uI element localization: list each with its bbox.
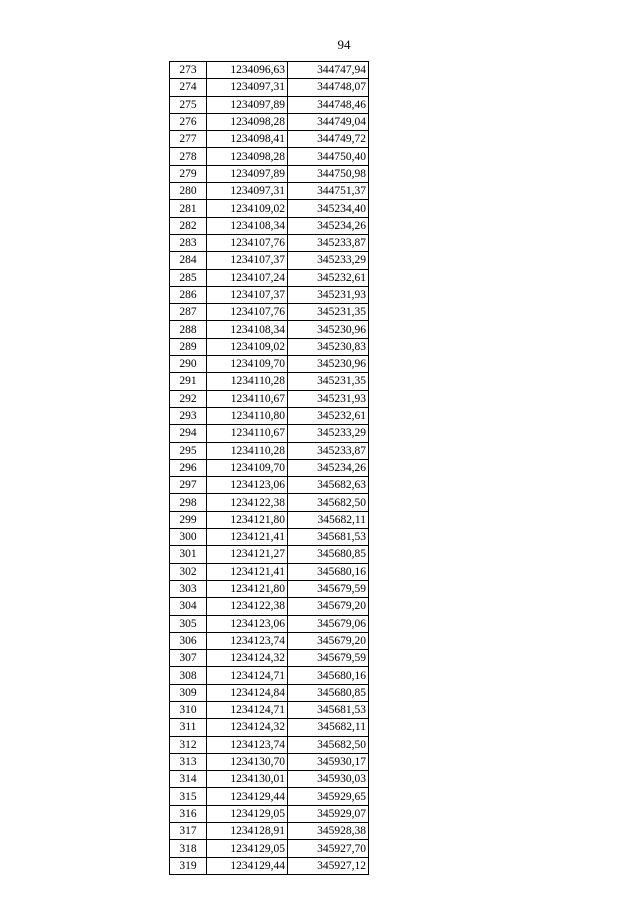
x-coordinate-cell: 1234110,80 <box>207 407 288 424</box>
point-number-cell: 290 <box>170 356 207 373</box>
x-coordinate-cell: 1234124,32 <box>207 650 288 667</box>
point-number-cell: 312 <box>170 736 207 753</box>
table-row <box>170 529 369 546</box>
y-coordinate-cell: 345231,35 <box>288 373 369 390</box>
y-coordinate-cell: 345682,63 <box>288 477 369 494</box>
x-coordinate-cell: 1234098,41 <box>207 131 288 148</box>
point-number-cell: 313 <box>170 753 207 770</box>
table-row <box>170 667 369 684</box>
y-coordinate-cell: 345233,29 <box>288 425 369 442</box>
table-row <box>170 304 369 321</box>
y-coordinate-cell: 345234,40 <box>288 200 369 217</box>
table-row <box>170 494 369 511</box>
table-row <box>170 62 369 79</box>
x-coordinate-cell: 1234130,01 <box>207 771 288 788</box>
y-coordinate-cell: 345231,93 <box>288 390 369 407</box>
y-coordinate-cell: 345927,12 <box>288 857 369 874</box>
y-coordinate-cell: 345233,87 <box>288 442 369 459</box>
point-number-cell: 305 <box>170 615 207 632</box>
y-coordinate-cell: 345233,87 <box>288 234 369 251</box>
x-coordinate-cell: 1234124,84 <box>207 684 288 701</box>
x-coordinate-cell: 1234124,71 <box>207 667 288 684</box>
table-row <box>170 390 369 407</box>
point-number-cell: 284 <box>170 252 207 269</box>
table-row <box>170 165 369 182</box>
x-coordinate-cell: 1234129,44 <box>207 857 288 874</box>
point-number-cell: 282 <box>170 217 207 234</box>
y-coordinate-cell: 345680,16 <box>288 563 369 580</box>
y-coordinate-cell: 344750,40 <box>288 148 369 165</box>
table-row <box>170 148 369 165</box>
table-row <box>170 650 369 667</box>
table-row <box>170 373 369 390</box>
y-coordinate-cell: 345681,53 <box>288 701 369 718</box>
y-coordinate-cell: 345681,53 <box>288 529 369 546</box>
table-row <box>170 805 369 822</box>
y-coordinate-cell: 345233,29 <box>288 252 369 269</box>
y-coordinate-cell: 344751,37 <box>288 183 369 200</box>
point-number-cell: 318 <box>170 840 207 857</box>
y-coordinate-cell: 344748,46 <box>288 96 369 113</box>
x-coordinate-cell: 1234110,67 <box>207 425 288 442</box>
table-row <box>170 407 369 424</box>
x-coordinate-cell: 1234121,41 <box>207 529 288 546</box>
point-number-cell: 292 <box>170 390 207 407</box>
x-coordinate-cell: 1234129,44 <box>207 788 288 805</box>
x-coordinate-cell: 1234121,80 <box>207 580 288 597</box>
x-coordinate-cell: 1234096,63 <box>207 62 288 79</box>
table-row <box>170 356 369 373</box>
point-number-cell: 297 <box>170 477 207 494</box>
point-number-cell: 286 <box>170 286 207 303</box>
x-coordinate-cell: 1234110,28 <box>207 373 288 390</box>
point-number-cell: 299 <box>170 511 207 528</box>
point-number-cell: 281 <box>170 200 207 217</box>
table-row <box>170 131 369 148</box>
table-row <box>170 823 369 840</box>
table-row <box>170 459 369 476</box>
point-number-cell: 314 <box>170 771 207 788</box>
x-coordinate-cell: 1234109,02 <box>207 200 288 217</box>
x-coordinate-cell: 1234121,27 <box>207 546 288 563</box>
table-row <box>170 736 369 753</box>
y-coordinate-cell: 345928,38 <box>288 823 369 840</box>
point-number-cell: 274 <box>170 79 207 96</box>
x-coordinate-cell: 1234123,06 <box>207 477 288 494</box>
x-coordinate-cell: 1234107,37 <box>207 252 288 269</box>
table-row <box>170 442 369 459</box>
y-coordinate-cell: 345234,26 <box>288 217 369 234</box>
point-number-cell: 283 <box>170 234 207 251</box>
table-row <box>170 183 369 200</box>
x-coordinate-cell: 1234130,70 <box>207 753 288 770</box>
point-number-cell: 302 <box>170 563 207 580</box>
y-coordinate-cell: 345231,35 <box>288 304 369 321</box>
x-coordinate-cell: 1234123,74 <box>207 736 288 753</box>
y-coordinate-cell: 345679,06 <box>288 615 369 632</box>
table-row <box>170 684 369 701</box>
x-coordinate-cell: 1234107,76 <box>207 304 288 321</box>
point-number-cell: 291 <box>170 373 207 390</box>
table-row <box>170 632 369 649</box>
table-row <box>170 719 369 736</box>
point-number-cell: 300 <box>170 529 207 546</box>
x-coordinate-cell: 1234108,34 <box>207 217 288 234</box>
y-coordinate-cell: 345231,93 <box>288 286 369 303</box>
point-number-cell: 306 <box>170 632 207 649</box>
point-number-cell: 279 <box>170 165 207 182</box>
y-coordinate-cell: 345682,50 <box>288 494 369 511</box>
table-row <box>170 252 369 269</box>
point-number-cell: 288 <box>170 321 207 338</box>
point-number-cell: 315 <box>170 788 207 805</box>
point-number-cell: 289 <box>170 338 207 355</box>
x-coordinate-cell: 1234098,28 <box>207 113 288 130</box>
x-coordinate-cell: 1234097,31 <box>207 183 288 200</box>
y-coordinate-cell: 345230,96 <box>288 356 369 373</box>
table-row <box>170 477 369 494</box>
point-number-cell: 276 <box>170 113 207 130</box>
x-coordinate-cell: 1234123,74 <box>207 632 288 649</box>
table-row <box>170 857 369 874</box>
table-row <box>170 563 369 580</box>
point-number-cell: 301 <box>170 546 207 563</box>
table-row <box>170 96 369 113</box>
y-coordinate-cell: 344750,98 <box>288 165 369 182</box>
point-number-cell: 316 <box>170 805 207 822</box>
point-number-cell: 303 <box>170 580 207 597</box>
y-coordinate-cell: 345927,70 <box>288 840 369 857</box>
y-coordinate-cell: 345682,50 <box>288 736 369 753</box>
x-coordinate-cell: 1234129,05 <box>207 840 288 857</box>
y-coordinate-cell: 345680,16 <box>288 667 369 684</box>
x-coordinate-cell: 1234098,28 <box>207 148 288 165</box>
x-coordinate-cell: 1234108,34 <box>207 321 288 338</box>
point-number-cell: 280 <box>170 183 207 200</box>
table-row <box>170 200 369 217</box>
table-row <box>170 113 369 130</box>
x-coordinate-cell: 1234097,89 <box>207 96 288 113</box>
x-coordinate-cell: 1234097,89 <box>207 165 288 182</box>
table-row <box>170 338 369 355</box>
y-coordinate-cell: 345679,20 <box>288 598 369 615</box>
page-number: 94 <box>337 37 351 52</box>
table-row <box>170 580 369 597</box>
point-number-cell: 319 <box>170 857 207 874</box>
y-coordinate-cell: 344748,07 <box>288 79 369 96</box>
table-row <box>170 79 369 96</box>
x-coordinate-cell: 1234123,06 <box>207 615 288 632</box>
coordinates-table-body <box>170 62 369 875</box>
table-row <box>170 598 369 615</box>
y-coordinate-cell: 345929,65 <box>288 788 369 805</box>
table-row <box>170 234 369 251</box>
y-coordinate-cell: 345230,96 <box>288 321 369 338</box>
x-coordinate-cell: 1234124,32 <box>207 719 288 736</box>
x-coordinate-cell: 1234110,67 <box>207 390 288 407</box>
table-row <box>170 701 369 718</box>
y-coordinate-cell: 345232,61 <box>288 407 369 424</box>
y-coordinate-cell: 345680,85 <box>288 546 369 563</box>
y-coordinate-cell: 345232,61 <box>288 269 369 286</box>
point-number-cell: 304 <box>170 598 207 615</box>
table-row <box>170 511 369 528</box>
table-row <box>170 269 369 286</box>
x-coordinate-cell: 1234109,70 <box>207 356 288 373</box>
x-coordinate-cell: 1234097,31 <box>207 79 288 96</box>
point-number-cell: 294 <box>170 425 207 442</box>
x-coordinate-cell: 1234107,24 <box>207 269 288 286</box>
point-number-cell: 296 <box>170 459 207 476</box>
x-coordinate-cell: 1234107,76 <box>207 234 288 251</box>
point-number-cell: 277 <box>170 131 207 148</box>
point-number-cell: 287 <box>170 304 207 321</box>
y-coordinate-cell: 344749,72 <box>288 131 369 148</box>
point-number-cell: 298 <box>170 494 207 511</box>
x-coordinate-cell: 1234121,41 <box>207 563 288 580</box>
x-coordinate-cell: 1234121,80 <box>207 511 288 528</box>
x-coordinate-cell: 1234109,02 <box>207 338 288 355</box>
point-number-cell: 285 <box>170 269 207 286</box>
point-number-cell: 273 <box>170 62 207 79</box>
y-coordinate-cell: 344747,94 <box>288 62 369 79</box>
x-coordinate-cell: 1234129,05 <box>207 805 288 822</box>
y-coordinate-cell: 345679,20 <box>288 632 369 649</box>
table-row <box>170 286 369 303</box>
point-number-cell: 307 <box>170 650 207 667</box>
y-coordinate-cell: 345682,11 <box>288 719 369 736</box>
x-coordinate-cell: 1234107,37 <box>207 286 288 303</box>
x-coordinate-cell: 1234124,71 <box>207 701 288 718</box>
table-row <box>170 321 369 338</box>
point-number-cell: 278 <box>170 148 207 165</box>
point-number-cell: 317 <box>170 823 207 840</box>
x-coordinate-cell: 1234109,70 <box>207 459 288 476</box>
x-coordinate-cell: 1234110,28 <box>207 442 288 459</box>
y-coordinate-cell: 345234,26 <box>288 459 369 476</box>
table-row <box>170 840 369 857</box>
y-coordinate-cell: 345682,11 <box>288 511 369 528</box>
y-coordinate-cell: 345679,59 <box>288 580 369 597</box>
point-number-cell: 309 <box>170 684 207 701</box>
y-coordinate-cell: 345679,59 <box>288 650 369 667</box>
point-number-cell: 295 <box>170 442 207 459</box>
table-row <box>170 788 369 805</box>
table-row <box>170 546 369 563</box>
x-coordinate-cell: 1234122,38 <box>207 598 288 615</box>
y-coordinate-cell: 345930,17 <box>288 753 369 770</box>
table-row <box>170 425 369 442</box>
y-coordinate-cell: 345930,03 <box>288 771 369 788</box>
y-coordinate-cell: 345230,83 <box>288 338 369 355</box>
y-coordinate-cell: 345680,85 <box>288 684 369 701</box>
y-coordinate-cell: 345929,07 <box>288 805 369 822</box>
table-row <box>170 771 369 788</box>
table-row <box>170 753 369 770</box>
point-number-cell: 275 <box>170 96 207 113</box>
point-number-cell: 310 <box>170 701 207 718</box>
point-number-cell: 311 <box>170 719 207 736</box>
coordinates-table <box>169 61 369 875</box>
x-coordinate-cell: 1234128,91 <box>207 823 288 840</box>
table-row <box>170 615 369 632</box>
point-number-cell: 293 <box>170 407 207 424</box>
x-coordinate-cell: 1234122,38 <box>207 494 288 511</box>
y-coordinate-cell: 344749,04 <box>288 113 369 130</box>
table-row <box>170 217 369 234</box>
point-number-cell: 308 <box>170 667 207 684</box>
